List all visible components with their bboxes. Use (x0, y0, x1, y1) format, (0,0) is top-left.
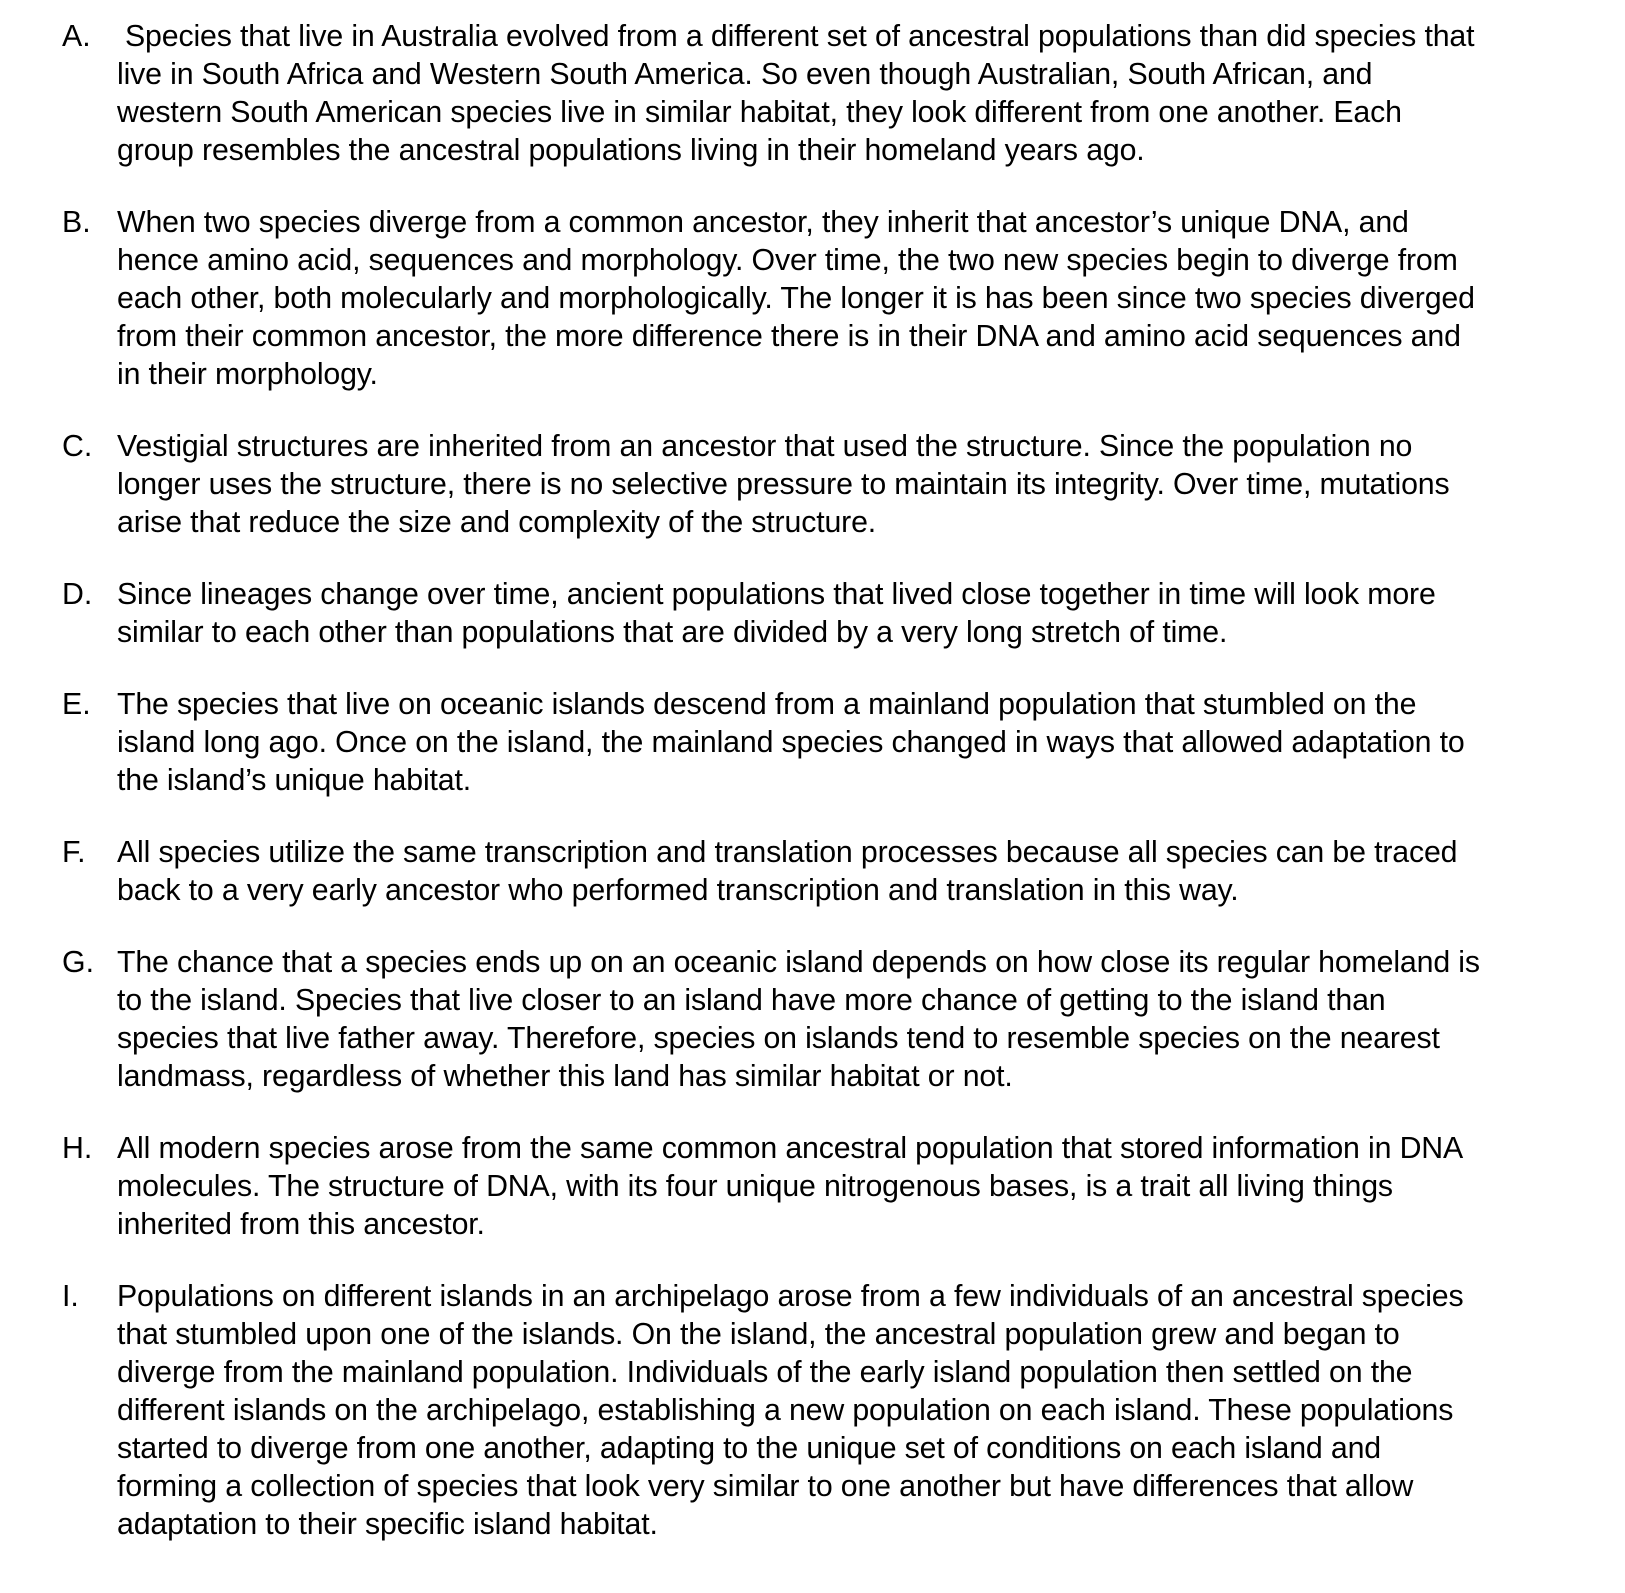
item-letter: E. (62, 688, 91, 721)
list-item-c (62, 428, 1622, 542)
item-letter: A. (62, 20, 91, 53)
item-text: All species utilize the same transcription and translation processes because all species can be traced back to a very early ancestor who performed transcription and translation in this way. (117, 836, 1458, 907)
list-item-g (62, 944, 1622, 1096)
item-text: All modern species arose from the same common ancestral population that stored information in DNA molecules. The structure of DNA, with its four unique nitrogenous bases, is a trait all living things inherited from this ancestor. (117, 1132, 1464, 1241)
item-letter: C. (62, 430, 93, 463)
item-text: Vestigial structures are inherited from an ancestor that used the structure. Since the population no longer uses the structure, there is no selective pressure to maintain its integrity. Over time, mutations arise that reduce the size and complexity of the structure. (117, 430, 1450, 539)
item-text: Species that live in Australia evolved from a different set of ancestral populations than did species that live in South Africa and Western South America. So even though Australian, South African, and western South American species live in similar habitat, they look different from one another. Each group resembles the ancestral populations living in their homeland years ago. (117, 20, 1475, 167)
item-text: Since lineages change over time, ancient populations that lived close together in time will look more similar to each other than populations that are divided by a very long stretch of time. (117, 578, 1436, 649)
list-item-e (62, 686, 1622, 800)
item-letter: F. (62, 836, 86, 869)
list-item-b (62, 204, 1622, 394)
item-text: The species that live on oceanic islands descend from a mainland population that stumbled on the island long ago. Once on the island, the mainland species changed in ways that allowed adaptation to the island’s unique habitat. (117, 688, 1465, 797)
item-text: Populations on different islands in an archipelago arose from a few individuals of an ancestral species that stumbled upon one of the islands. On the island, the ancestral population grew and began to diverge from the mainland population. Individuals of the early island population then settled on the different islands on the archipelago, establishing a new population on each island. These populations started to diverge from one another, adapting to the unique set of conditions on each island and forming a collection of species that look very similar to one another but have differences that allow adaptation to their specific island habitat. (117, 1280, 1464, 1541)
list-item-a (62, 18, 1622, 170)
item-letter: I. (62, 1280, 79, 1313)
item-text: When two species diverge from a common ancestor, they inherit that ancestor’s unique DNA, and hence amino acid, sequences and morphology. Over time, the two new species begin to diverge from each other, both molecularly and morphologically. The longer it is has been since two species diverged from their common ancestor, the more difference there is in their DNA and amino acid sequences and in their morphology. (117, 206, 1475, 391)
item-letter: D. (62, 578, 93, 611)
item-text: The chance that a species ends up on an oceanic island depends on how close its regular homeland is to the island. Species that live closer to an island have more chance of getting to the island than species that live father away. Therefore, species on islands tend to resemble species on the nearest landmass, regardless of whether this land has similar habitat or not. (117, 946, 1480, 1093)
list-item-h (62, 1130, 1622, 1244)
item-letter: B. (62, 206, 91, 239)
list-item-d (62, 576, 1622, 652)
item-letter: H. (62, 1132, 93, 1165)
item-letter: G. (62, 946, 94, 979)
list-item-f (62, 834, 1622, 910)
document-list (62, 18, 1622, 1578)
list-item-i (62, 1278, 1622, 1544)
